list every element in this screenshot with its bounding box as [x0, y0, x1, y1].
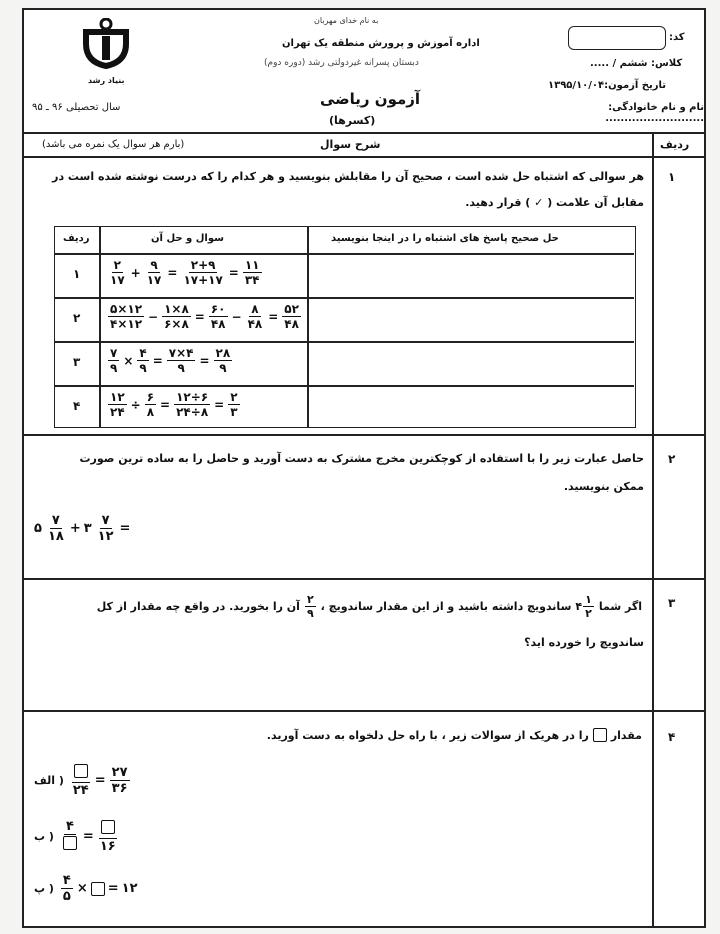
q3-divider	[24, 710, 704, 712]
fraction: $\frac{۷}{۹}$	[110, 346, 118, 375]
logo-bar	[102, 36, 110, 60]
q4-part-c: ( پ $\frac{۴}{۵}$ × = ۱۲	[34, 873, 138, 904]
code-label: کد:	[669, 32, 685, 43]
answer-box[interactable]	[91, 882, 105, 896]
q1-answer-cell[interactable]	[309, 387, 633, 429]
fraction: $\frac{۱\times ۸}{۶\times ۸}$	[164, 302, 189, 331]
fraction: $\frac{۱۱}{۳۴}$	[244, 258, 260, 287]
exam-date: تاریخ آزمون:۱۳۹۵/۱۰/۰۴	[548, 80, 667, 91]
operator: =	[228, 265, 239, 280]
operator: +	[130, 265, 141, 280]
fraction: $\frac{۴}{۹}$	[139, 346, 147, 375]
operator: =	[160, 397, 171, 412]
exam-subtitle: (کسرها)	[329, 114, 376, 127]
q3-number: ۳	[668, 596, 676, 610]
operator: =	[214, 397, 225, 412]
q2-expression: ۵ $\frac{۷}{۱۸}$ + ۳ $\frac{۷}{۱۲}$ =	[34, 513, 131, 544]
q1-row-expression	[107, 347, 233, 374]
q2-number: ۲	[668, 452, 676, 466]
operator: −	[231, 309, 242, 324]
fraction: $\frac{۶}{۸}$	[146, 390, 155, 419]
operator: =	[152, 353, 163, 368]
school-name: دبستان پسرانه غیردولتی رشد (دوره دوم)	[264, 58, 419, 68]
q2-text-line2: ممکن بنویسید.	[563, 480, 644, 493]
answer-box[interactable]	[63, 836, 77, 850]
logo-text: بنیاد رشد	[88, 76, 125, 85]
q1-table-head-answer: حل صحیح پاسخ های اشتباه را در اینجا بنویسید	[331, 233, 559, 244]
row-col-divider	[652, 132, 654, 926]
fraction: $\frac{۶۰}{۴۸}$	[210, 302, 226, 331]
q1-answer-cell[interactable]	[309, 299, 633, 341]
q3-text-line2: ساندویچ را خورده اید؟	[524, 636, 644, 649]
q1-table-head-question: سوال و حل آن	[151, 233, 224, 244]
class-label: کلاس: ششم / .....	[590, 58, 683, 69]
q1-table	[54, 226, 636, 428]
blank-box-icon	[593, 728, 607, 742]
q1-row-number: ۱	[73, 267, 81, 281]
operator: =	[268, 309, 279, 324]
fraction: $\frac{۲۸}{۹}$	[215, 346, 231, 375]
bismillah: به نام خدای مهربان	[314, 16, 379, 25]
col-head-row: ردیف	[660, 138, 690, 151]
fraction: $\frac{۷\times ۴}{۹}$	[168, 346, 194, 375]
fraction: $\frac{۵\times ۱۲}{۴\times ۱۲}$	[110, 302, 143, 331]
q4-part-a: ( الف ۲۴ = $\frac{۲۷}{۳۶}$	[34, 765, 128, 798]
q3-text-line1: اگر شما ۴ $\frac{۱}{۲}$ ساندویچ داشته باشید و از این مقدار ساندویچ ، $\frac{۲}{۹}$ آن را بخورید. در واقع چه مقدار از کل	[96, 593, 642, 620]
q2-divider	[24, 578, 704, 580]
q1-number: ۱	[668, 170, 676, 184]
q2-text-line1: حاصل عبارت زیر را با استفاده از کوچکترین مخرج مشترک به دست آورید و حاصل را به ساده ترین صورت	[79, 452, 644, 465]
exam-title: آزمون ریاضی	[320, 90, 421, 108]
answer-box[interactable]	[74, 764, 88, 778]
operator: ÷	[130, 397, 141, 412]
operator: =	[199, 353, 210, 368]
q1-divider	[24, 434, 704, 436]
col-head-question: شرح سوال	[320, 138, 381, 151]
q1-row-expression	[107, 303, 302, 330]
org-name: اداره آموزش و پرورش منطقه یک تهران	[282, 38, 480, 49]
code-box[interactable]	[568, 26, 666, 50]
school-logo	[78, 18, 134, 78]
operator: =	[167, 265, 178, 280]
school-year: سال تحصیلی ۹۶ ـ ۹۵	[32, 102, 121, 113]
q4-number: ۴	[668, 730, 676, 744]
fraction: $\frac{۱۲\div ۶}{۲۴\div ۸}$	[176, 390, 209, 419]
q1-row-number: ۳	[73, 355, 81, 369]
q1-row-expression	[107, 259, 263, 286]
colhead-divider	[24, 156, 704, 158]
fraction: $\frac{۲}{۱۷}$	[110, 258, 125, 287]
q1-text-line1: هر سوالی که اشتباه حل شده است ، صحیح آن را مقابلش بنویسید و هر کدام را که درست نوشته شده است در	[52, 170, 644, 183]
operator: ×	[123, 353, 134, 368]
student-name-field: نام و نام خانوادگی: ..........................	[605, 102, 704, 124]
q1-answer-cell[interactable]	[309, 255, 633, 297]
logo-ring	[101, 19, 111, 29]
score-note: (بارم هر سوال یک نمره می باشد)	[42, 139, 185, 150]
operator: −	[148, 309, 159, 324]
q4-part-b: ( ب ۴ = ۱۶	[34, 819, 116, 854]
q4-text: مقدار را در هریک از سوالات زیر ، با راه حل دلخواه به دست آورید.	[266, 728, 642, 742]
q1-row-expression	[107, 391, 241, 418]
fraction: $\frac{۹}{۱۷}$	[146, 258, 162, 287]
header-divider	[24, 132, 704, 134]
q1-answer-cell[interactable]	[309, 343, 633, 385]
q1-row-number: ۴	[73, 399, 81, 413]
q1-text-line2: مقابل آن علامت ( ✓ ) قرار دهید.	[465, 196, 644, 209]
q1-row-number: ۲	[73, 311, 81, 325]
fraction: $\frac{۱۲}{۲۴}$	[110, 390, 125, 419]
fraction: $\frac{۲+۹}{۱۷+۱۷}$	[183, 258, 223, 287]
operator: =	[194, 309, 205, 324]
fraction: $\frac{۵۲}{۴۸}$	[284, 302, 299, 331]
fraction: $\frac{۸}{۴۸}$	[247, 302, 263, 331]
q1-table-head-row: ردیف	[63, 233, 90, 244]
answer-box[interactable]	[101, 820, 115, 834]
fraction: $\frac{۲}{۳}$	[230, 390, 238, 419]
exam-sheet	[22, 8, 706, 928]
